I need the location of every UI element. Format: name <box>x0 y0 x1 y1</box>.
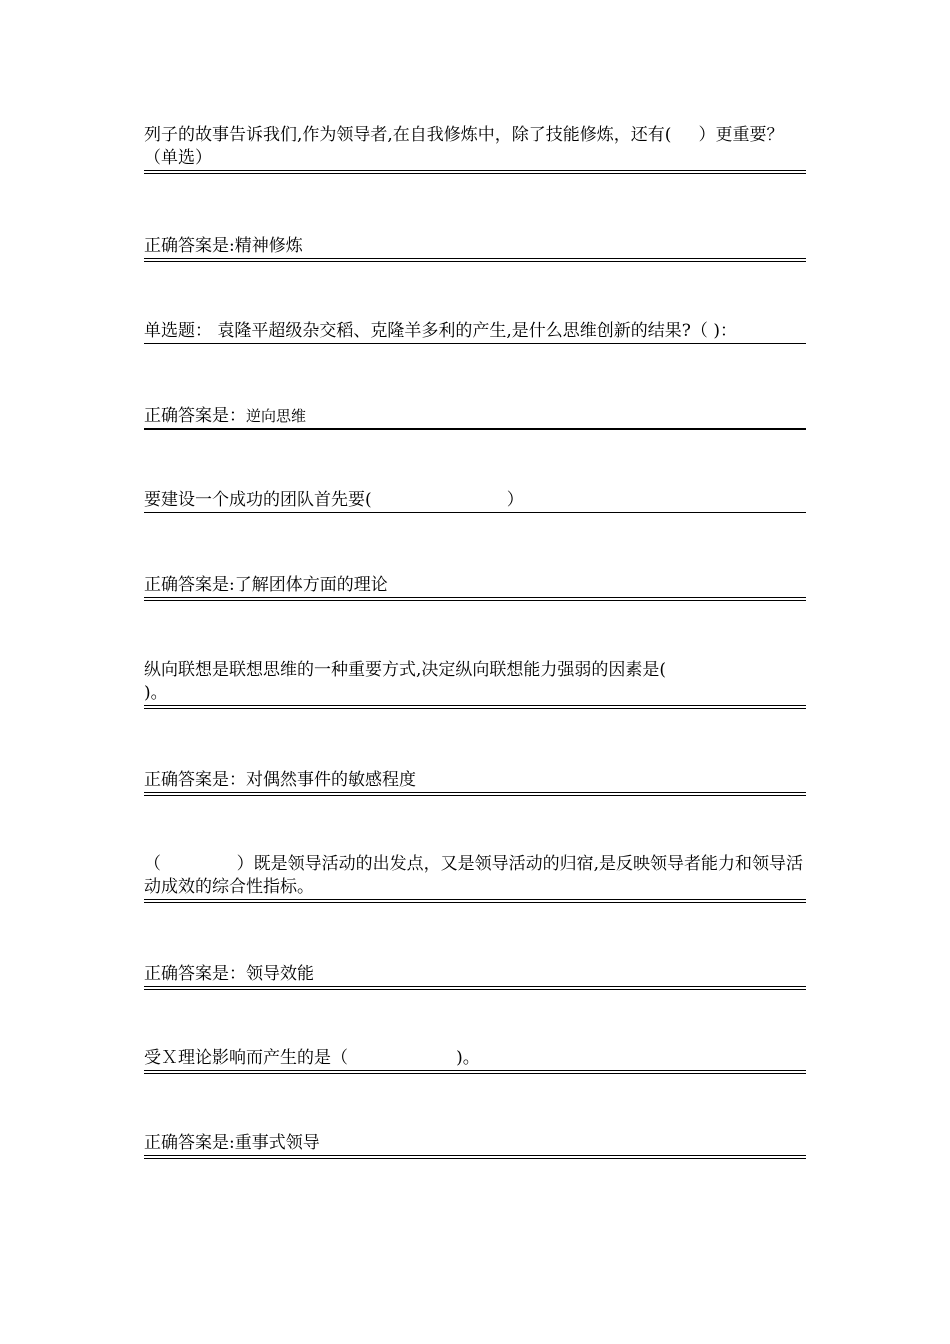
question-block-3 <box>144 489 806 513</box>
question-text: 受Ｘ理论影响而产生的是（ )。 <box>144 1048 480 1068</box>
answer-block-1 <box>144 235 806 262</box>
divider <box>144 597 806 601</box>
answer-block-5 <box>144 963 806 990</box>
divider <box>144 1070 806 1074</box>
divider <box>144 792 806 796</box>
question-block-6 <box>144 1047 806 1074</box>
question-text: 要建设一个成功的团队首先要( ） <box>144 490 524 510</box>
divider <box>144 512 806 513</box>
divider <box>144 705 806 709</box>
answer-text <box>144 405 806 428</box>
answer-text: 正确答案是：对偶然事件的敏感程度 <box>144 770 416 790</box>
question-text: 单选题： 袁隆平超级杂交稻、克隆羊多利的产生,是什么思维创新的结果?（ )： <box>144 321 737 341</box>
divider <box>144 170 806 174</box>
divider <box>144 428 806 430</box>
question-text: 列子的故事告诉我们,作为领导者,在自我修炼中，除了技能修炼，还有( ）更重要？（单选） <box>144 125 784 168</box>
answer-block-2 <box>144 405 806 430</box>
answer-block-6 <box>144 1132 806 1159</box>
question-block-4 <box>144 659 806 709</box>
question-block-2 <box>144 320 806 344</box>
answer-value: 逆向思维 <box>246 407 307 425</box>
divider <box>144 1155 806 1159</box>
divider <box>144 899 806 903</box>
question-text: 纵向联想是联想思维的一种重要方式,决定纵向联想能力强弱的因素是( )。 <box>144 660 667 703</box>
answer-block-4 <box>144 769 806 796</box>
question-block-5 <box>144 853 806 903</box>
question-block-1 <box>144 124 806 174</box>
answer-prefix: 正确答案是： <box>144 406 246 426</box>
answer-text: 正确答案是:精神修炼 <box>144 236 303 256</box>
divider <box>144 343 806 344</box>
answer-text: 正确答案是：领导效能 <box>144 964 314 984</box>
answer-text: 正确答案是:了解团体方面的理论 <box>144 575 388 595</box>
answer-block-3 <box>144 574 806 601</box>
divider <box>144 258 806 262</box>
question-text: （ ）既是领导活动的出发点，又是领导活动的归宿,是反映领导者能力和领导活动成效的综合性指标。 <box>144 854 804 897</box>
divider <box>144 986 806 990</box>
answer-text: 正确答案是:重事式领导 <box>144 1133 320 1153</box>
